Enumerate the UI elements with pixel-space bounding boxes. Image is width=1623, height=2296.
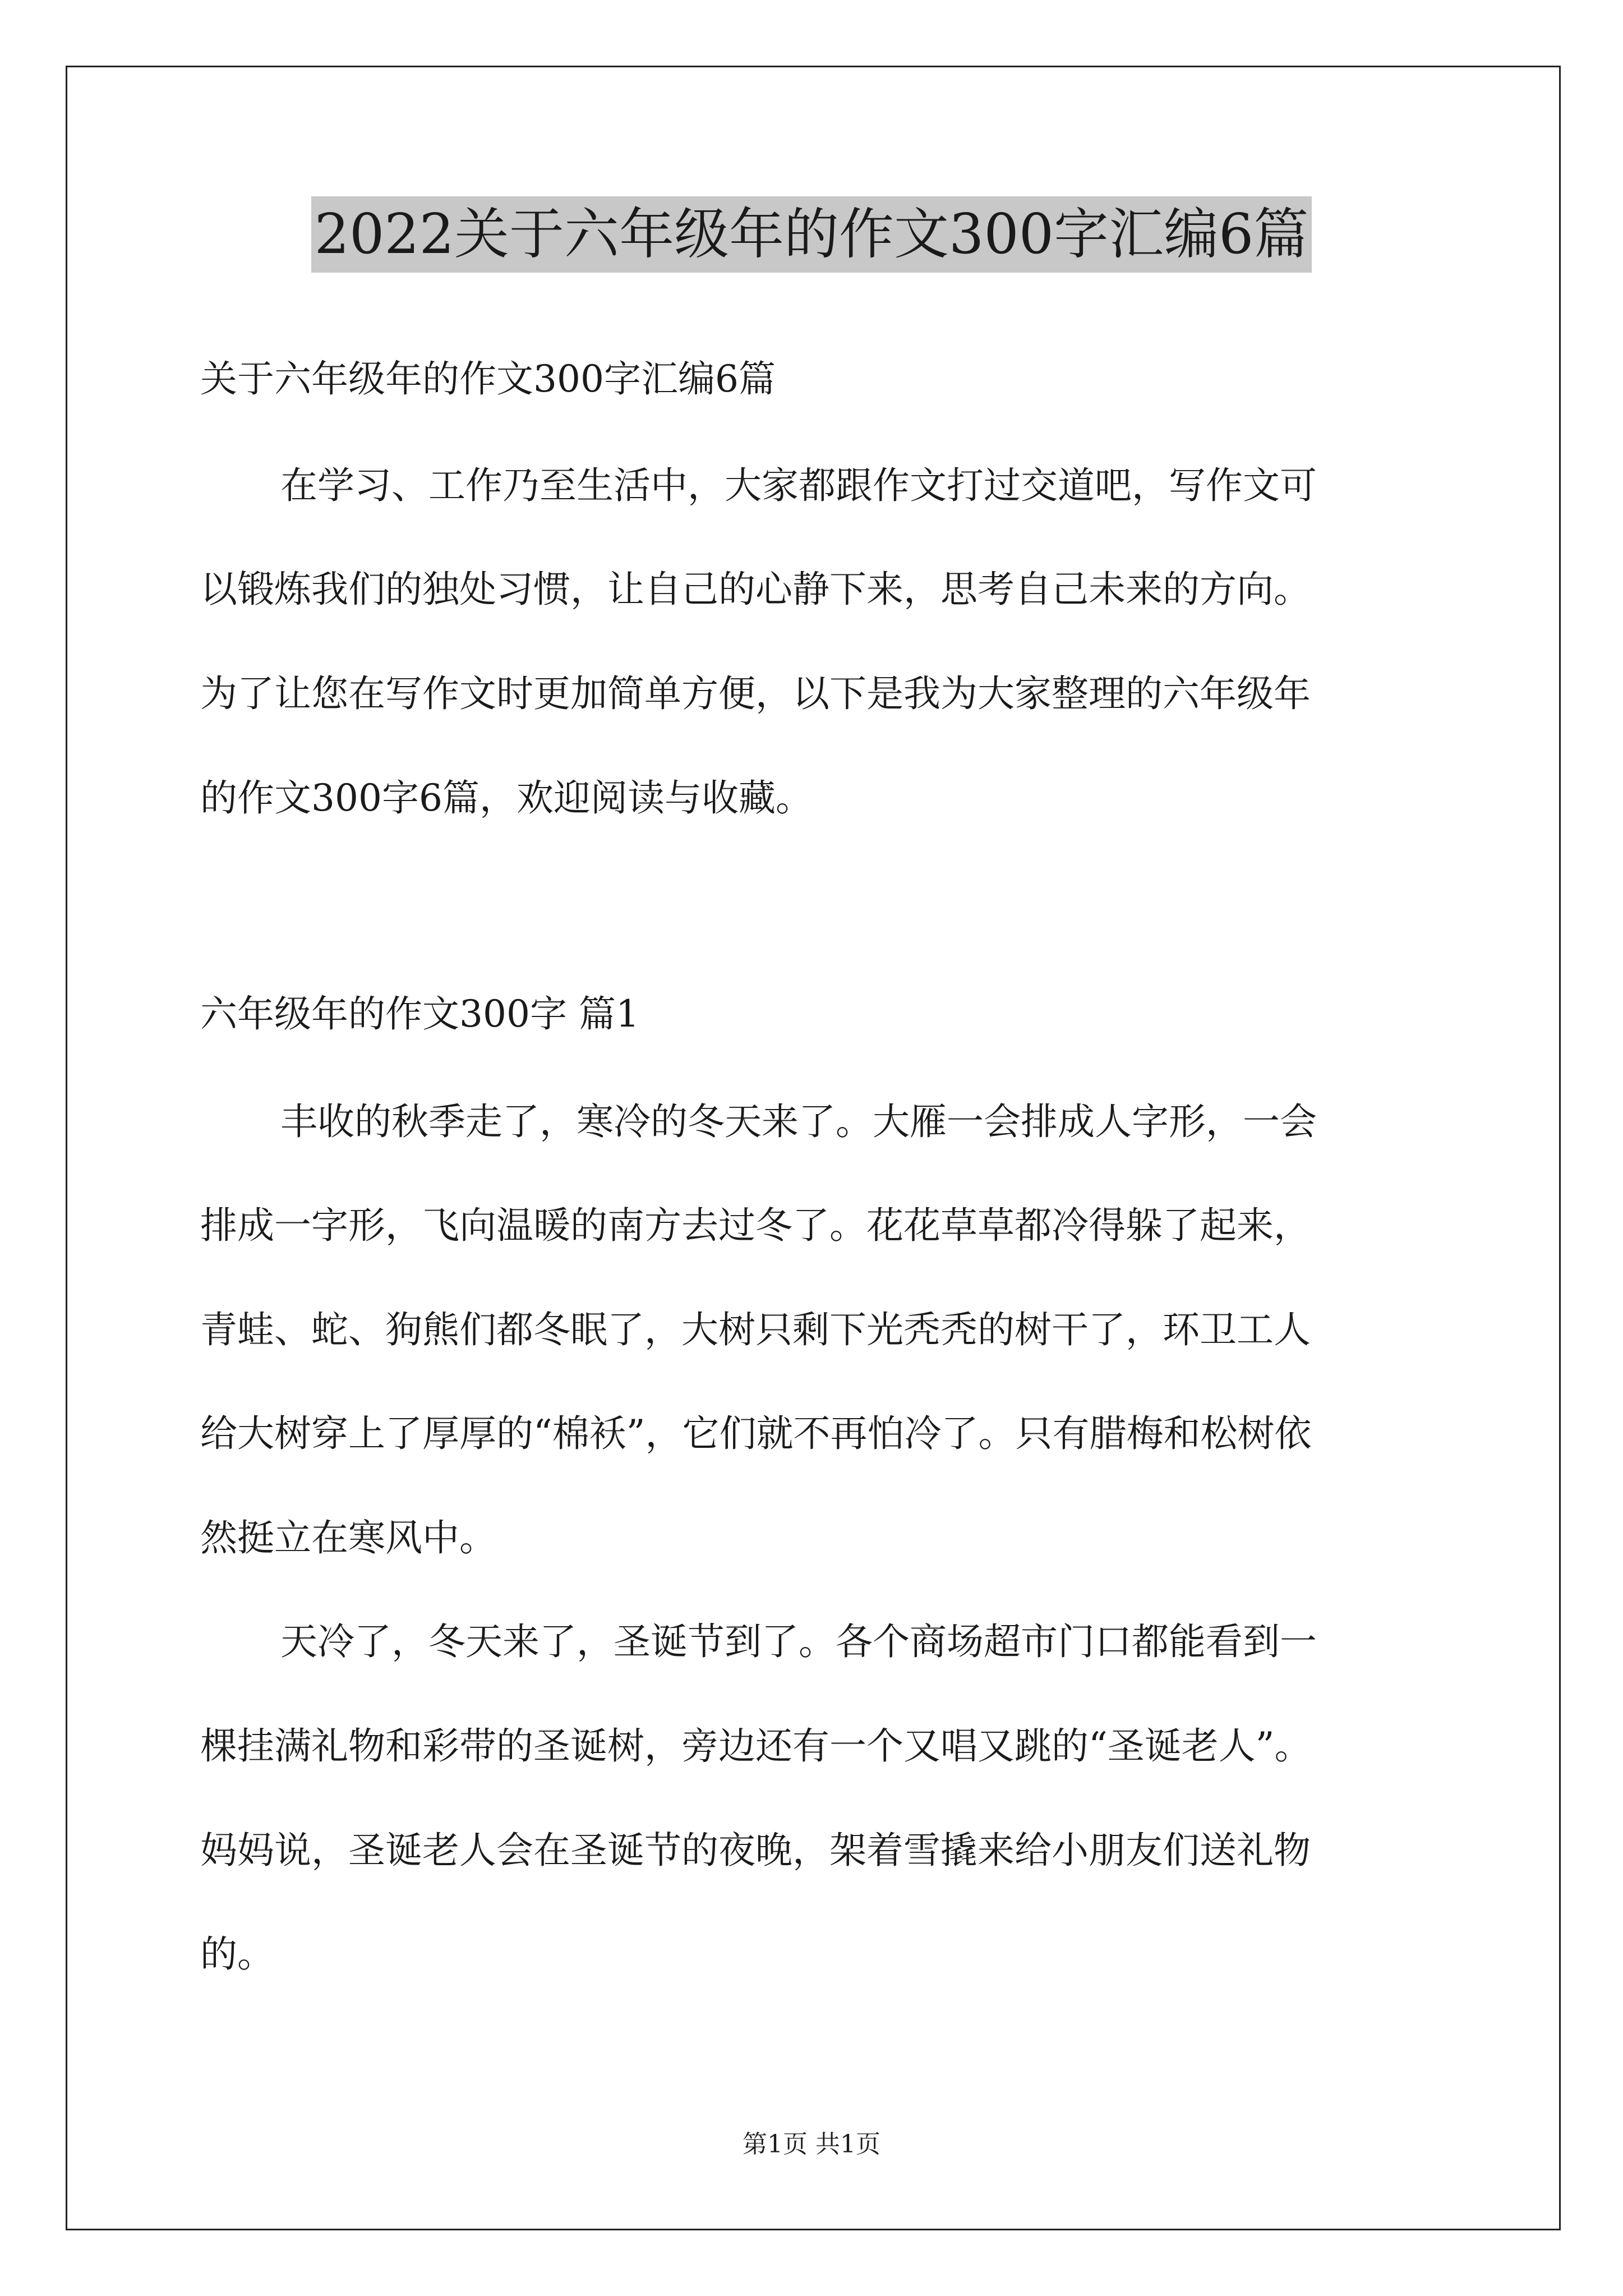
intro-line: 以锻炼我们的独处习惯，让自己的心静下来，思考自己未来的方向。 (200, 568, 1311, 611)
paragraph-line: 天冷了，冬天来了，圣诞节到了。各个商场超市门口都能看到一 (280, 1620, 1317, 1663)
paragraph-line: 妈妈说，圣诞老人会在圣诞节的夜晚，架着雪撬来给小朋友们送礼物 (200, 1829, 1311, 1872)
document-title: 2022关于六年级年的作文300字汇编6篇 (311, 196, 1312, 273)
section-heading: 六年级年的作文300字 篇1 (200, 992, 639, 1036)
paragraph-line: 给大树穿上了厚厚的“棉袄”，它们就不再怕冷了。只有腊梅和松树依 (200, 1412, 1312, 1455)
paragraph-line: 棵挂满礼物和彩带的圣诞树，旁边还有一个又唱又跳的“圣诞老人”。 (200, 1724, 1312, 1768)
paragraph-line: 然挺立在寒风中。 (200, 1516, 496, 1559)
intro-line: 在学习、工作乃至生活中，大家都跟作文打过交道吧，写作文可 (280, 464, 1317, 507)
paragraph-line: 的。 (200, 1932, 274, 1976)
document-subtitle: 关于六年级年的作文300字汇编6篇 (200, 357, 776, 401)
paragraph-line: 青蛙、蛇、狗熊们都冬眠了，大树只剩下光秃秃的树干了，环卫工人 (200, 1308, 1311, 1351)
paragraph-line: 排成一字形，飞向温暖的南方去过冬了。花花草草都冷得躲了起来， (200, 1204, 1311, 1247)
intro-line: 为了让您在写作文时更加简单方便，以下是我为大家整理的六年级年 (200, 672, 1311, 715)
intro-line: 的作文300字6篇，欢迎阅读与收藏。 (200, 776, 813, 820)
page-footer: 第1页 共1页 (743, 2130, 880, 2159)
paragraph-line: 丰收的秋季走了，寒冷的冬天来了。大雁一会排成人字形，一会 (280, 1100, 1317, 1143)
title-container (0, 196, 1623, 273)
